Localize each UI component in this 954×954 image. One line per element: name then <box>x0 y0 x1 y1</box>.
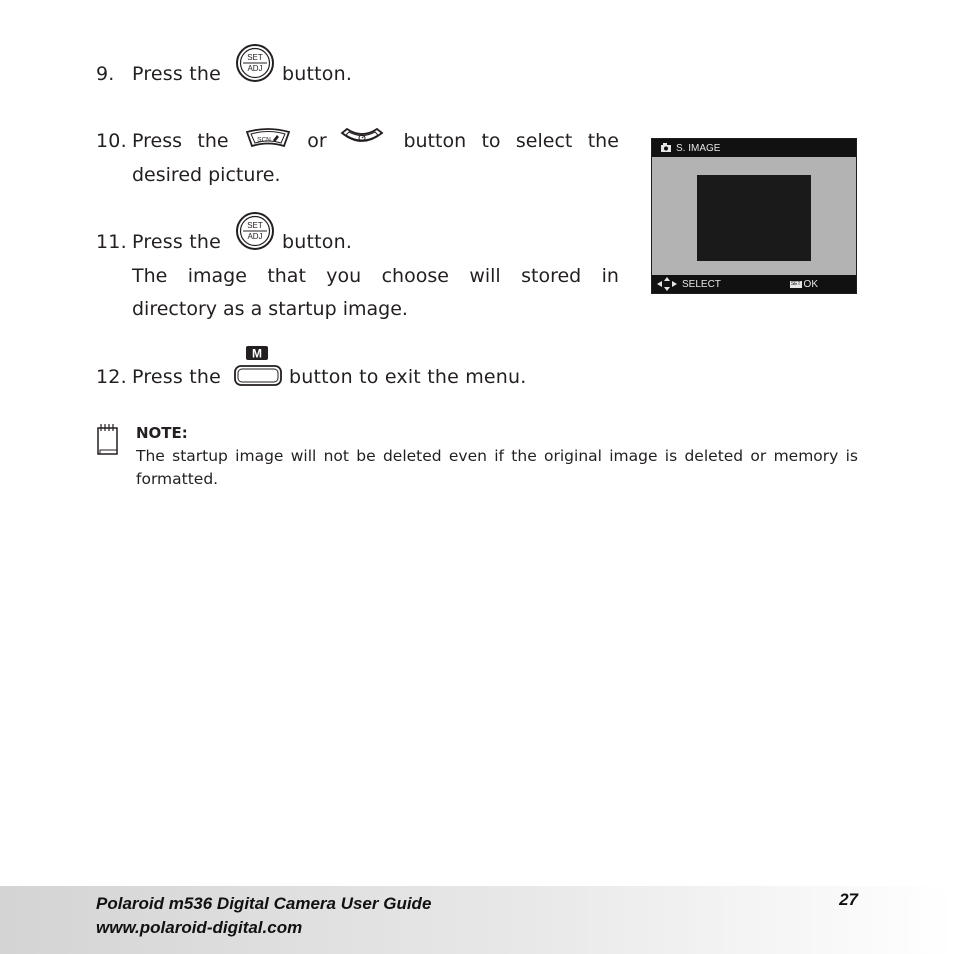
lcd-select-label: SELECT <box>682 278 721 290</box>
footer-guide-title: Polaroid m536 Digital Camera User Guide <box>96 894 432 913</box>
step-text-pre: Press the <box>132 63 222 85</box>
four-way-arrows-icon <box>657 277 677 291</box>
footer-url: www.polaroid-digital.com <box>96 918 303 937</box>
svg-text:SET: SET <box>247 53 263 62</box>
self-timer-button-icon <box>339 127 385 149</box>
step-11-line-2: The image that you choose will stored in <box>132 265 619 287</box>
svg-text:M: M <box>252 346 262 361</box>
lcd-ok-label: OK <box>803 278 818 290</box>
menu-button-icon <box>233 345 285 387</box>
svg-text:SCN: SCN <box>257 136 271 144</box>
step-10-line-2: desired picture. <box>132 164 281 186</box>
set-adj-button-icon <box>235 211 275 251</box>
page-number: 27 <box>839 890 858 909</box>
svg-text:SET: SET <box>247 221 263 230</box>
scn-button-icon <box>244 128 292 150</box>
lcd-image-preview <box>697 175 811 261</box>
step-11-line-3: directory as a startup image. <box>132 298 408 320</box>
note-body: The startup image will not be deleted even if the original image is deleted or memory is formatted. <box>136 447 858 488</box>
step-10-line-1: Press the or button to select the <box>132 130 619 152</box>
page-footer <box>0 886 954 954</box>
step-11: 11. Press the <box>96 231 222 253</box>
set-adj-button-icon <box>235 43 275 83</box>
lcd-screen-illustration <box>651 138 857 294</box>
step-11-post: button. <box>282 231 353 253</box>
note-title: NOTE: <box>136 424 188 442</box>
lcd-title-bar <box>652 139 856 157</box>
step-9-post: button. <box>282 63 353 85</box>
step-12-post: button to exit the menu. <box>289 366 527 388</box>
lcd-title: S. IMAGE <box>676 142 721 154</box>
step-12: 12. Press the <box>96 366 222 388</box>
lcd-bottom-bar <box>652 275 856 293</box>
step-number: 9. <box>96 63 115 85</box>
startup-image-icon <box>660 142 672 154</box>
svg-text:ADJ: ADJ <box>247 64 263 73</box>
step-10-number: 10. <box>96 130 127 152</box>
note-pad-icon <box>96 424 120 456</box>
step-9 <box>96 62 221 86</box>
set-badge-icon: SET <box>790 280 801 287</box>
svg-text:ADJ: ADJ <box>247 232 263 241</box>
